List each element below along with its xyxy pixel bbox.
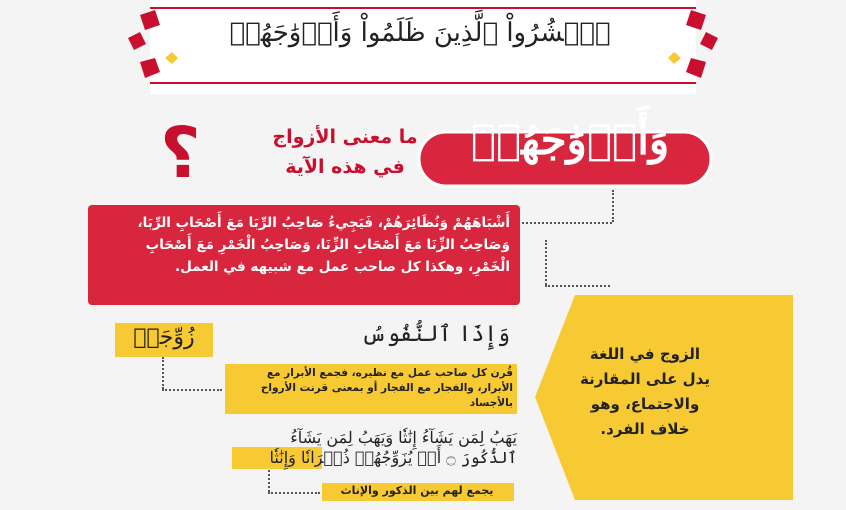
connector-line: [268, 470, 270, 492]
title-card: [0, 0, 846, 100]
verse3-explanation: يجمع لهم بين الذكور والإناث: [340, 484, 494, 497]
lexical-line-3: والاجتماع، وهو: [590, 395, 700, 413]
verse3-text: [232, 428, 517, 468]
connector-line: [162, 389, 222, 391]
verse2-highlight: زُوِّجَتۡ: [133, 325, 195, 350]
connector-line: [162, 357, 164, 389]
lexical-line-1: الزوج في اللغة: [589, 345, 701, 363]
connector-line: [522, 222, 612, 224]
verse3-line-2: ٱلذُّكُورَ ۝ أَوۡ يُزَوِّجُهُمۡ ذُكۡرَانٗا وَإِنَٰثٗا: [269, 448, 517, 467]
highlight-word: وَأَزۡوَٰجَهُمۡ: [470, 115, 670, 164]
connector-line: [268, 492, 320, 494]
verse2-text: وَإِذَا ٱلنُّفُوسُ: [361, 322, 510, 347]
lexical-text: [555, 342, 735, 442]
connector-line: [545, 240, 547, 285]
question-mark-icon: ؟: [160, 112, 201, 194]
connector-line: [545, 285, 610, 287]
connector-line: [612, 190, 614, 222]
verse2-explanation: قُرن كل صاحب عمل مع نظيره، فجمع الأبرار مع الأبرار، والفجار مع الفجار أو بمعنى قرنت الأرواح بالأجساد: [260, 367, 513, 409]
lexical-line-2: يدل على المقارنة: [580, 370, 710, 388]
title-verse: ٱحۡشُرُواْ ٱلَّذِينَ ظَلَمُواْ وَأَزۡوَٰجَهُمۡ: [229, 18, 611, 48]
question-line-1: ما معنى الأزواج: [272, 126, 418, 148]
question-line-2: في هذه الآية: [285, 156, 405, 178]
meaning-text: أَشْبَاهَهُمْ وَنُظَائِرَهُمْ، فَيَجِيءُ صَاحِبُ الرِّبَا مَعَ أَصْحَابِ الرِّبَا، وَصَاحِبُ الزِّنَا مَعَ أَصْحَابِ الزِّنَا، وَصَاحِبُ الْخَمْرِ مَعَ أَصْحَابِ الْخَمْرِ، وهكذا كل صاحب عمل مع شبيهه في العمل.: [137, 215, 510, 275]
lexical-line-4: خلاف الفرد.: [600, 420, 690, 438]
verse3-line-1: يَهَبُ لِمَن يَشَآءُ إِنَٰثٗا وَيَهَبُ لِمَن يَشَآءُ: [290, 428, 517, 447]
